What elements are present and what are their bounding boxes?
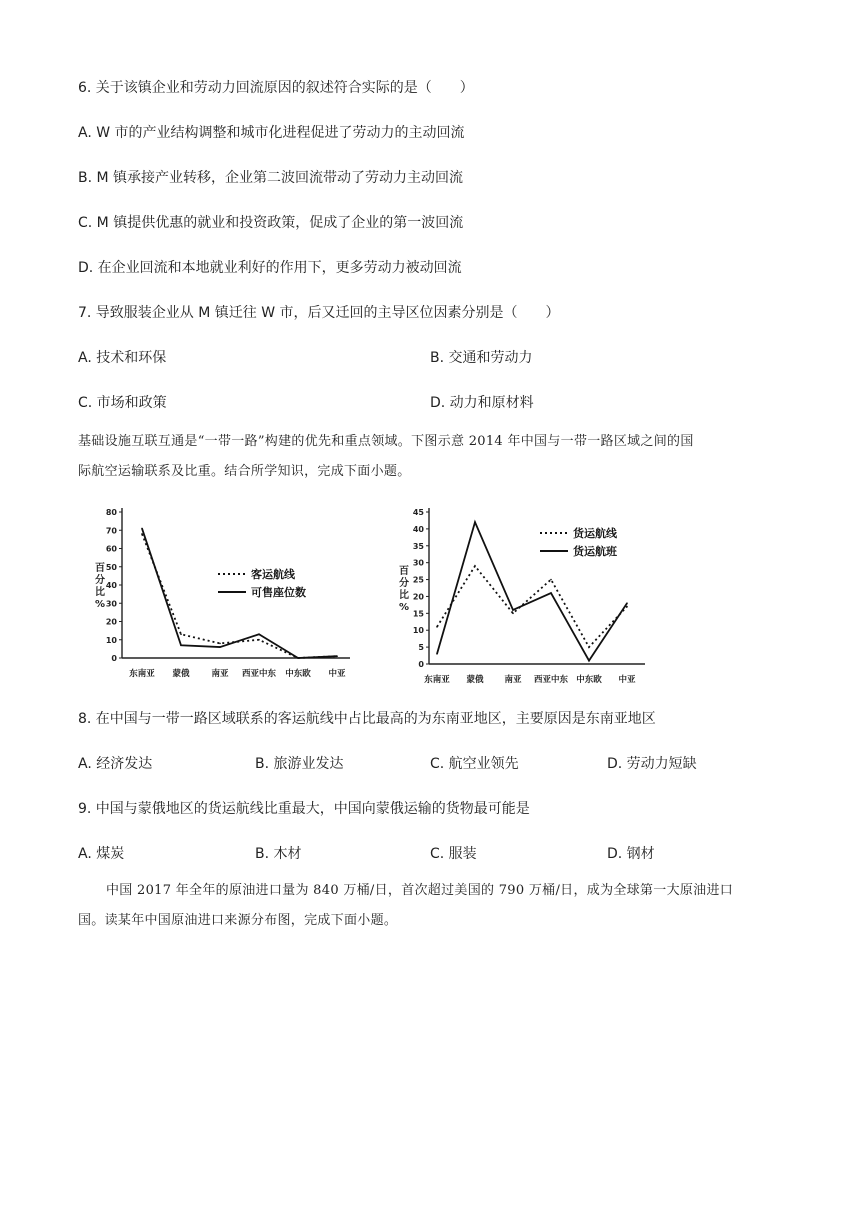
question-6-option-b[interactable]: B. M 镇承接产业转移，企业第二波回流带动了劳动力主动回流 [78,170,464,186]
x-tick-label: 南亚 [504,675,522,685]
legend-label: 客运航线 [251,568,295,581]
question-9-option-b[interactable]: B. 木材 [255,846,302,862]
y-tick-label: 0 [418,660,424,669]
intro-line-2: 际航空运输联系及比重。结合所学知识，完成下面小题。 [78,464,411,479]
x-tick-label: 中东欧 [285,669,311,679]
question-8-option-b[interactable]: B. 旅游业发达 [255,756,344,772]
x-tick-label: 中亚 [618,675,636,685]
y-axis-label-char: % [94,599,106,610]
y-axis-label-char: 百 [399,566,409,577]
x-tick-label: 蒙俄 [172,669,190,679]
y-tick-label: 0 [111,654,117,663]
passenger-chart-svg [78,498,358,690]
y-tick-label: 35 [412,541,424,551]
y-tick-label: 50 [105,562,117,572]
x-tick-label: 南亚 [211,669,229,679]
y-tick-label: 45 [412,508,424,517]
data-point [297,657,299,659]
data-point [588,660,590,662]
passenger-chart [78,498,358,694]
question-8-stem: 8. 在中国与一带一路区域联系的客运航线中占比最高的为东南亚地区，主要原因是东南亚地区 [78,711,656,727]
y-tick-label: 40 [105,581,117,590]
intro-line-1: 基础设施互联互通是“一带一路”构建的优先和重点领域。下图示意 2014 年中国与一带一路区域之间的国 [78,434,694,449]
data-point [180,633,182,635]
cargo-chart-svg [395,498,660,690]
data-point [436,653,438,655]
question-6-option-a[interactable]: A. W 市的产业结构调整和城市化进程促进了劳动力的主动回流 [78,125,465,141]
question-7-option-c[interactable]: C. 市场和政策 [78,395,167,411]
data-point [141,528,143,530]
data-point [219,643,221,645]
question-9-option-a[interactable]: A. 煤炭 [78,846,125,862]
data-point [474,565,476,567]
intro2-line-2: 国。读某年中国原油进口来源分布图，完成下面小题。 [78,913,398,928]
intro2-line-1: 中国 2017 年全年的原油进口量为 840 万桶/日，首次超过美国的 790 万桶/日，成为全球第一大原油进口 [106,883,734,898]
legend-label: 货运航线 [573,527,617,540]
y-tick-label: 25 [412,575,424,585]
x-tick-label: 东南亚 [129,669,155,679]
question-7-option-d[interactable]: D. 动力和原材料 [430,395,534,411]
y-tick-label: 30 [412,558,424,568]
question-9-option-c[interactable]: C. 服装 [430,846,477,862]
data-point [258,633,260,635]
y-tick-label: 20 [105,617,117,627]
x-tick-label: 中东欧 [576,675,602,685]
y-tick-label: 70 [105,526,117,536]
y-tick-label: 15 [412,609,424,619]
x-tick-label: 西亚中东 [241,669,277,679]
data-point [512,613,514,615]
y-tick-label: 10 [105,635,117,645]
data-point [219,646,221,648]
y-axis-label-char: 分 [95,575,105,586]
series-line-1 [142,534,337,658]
intro-paragraph-aviation [78,427,783,487]
question-8-option-a[interactable]: A. 经济发达 [78,756,153,772]
question-8-option-c[interactable]: C. 航空业领先 [430,756,519,772]
question-6-stem: 6. 关于该镇企业和劳动力回流原因的叙述符合实际的是（ ） [78,80,474,96]
x-tick-label: 东南亚 [424,675,450,685]
y-tick-label: 20 [412,592,424,602]
question-7-option-a[interactable]: A. 技术和环保 [78,350,167,366]
question-9-stem: 9. 中国与蒙俄地区的货运航线比重最大，中国向蒙俄运输的货物最可能是 [78,801,530,817]
legend-label: 货运航班 [573,545,617,558]
data-point [436,626,438,628]
data-point [258,639,260,641]
question-7-option-b[interactable]: B. 交通和劳动力 [430,350,533,366]
legend-label: 可售座位数 [251,586,306,599]
y-tick-label: 80 [105,508,117,517]
data-point [180,644,182,646]
question-8-option-d[interactable]: D. 劳动力短缺 [607,756,697,772]
data-point [512,609,514,611]
y-tick-label: 10 [412,626,424,636]
question-9-option-d[interactable]: D. 钢材 [607,846,655,862]
y-tick-label: 40 [412,524,424,534]
question-7-stem: 7. 导致服装企业从 M 镇迁往 W 市，后又迁回的主导区位因素分别是（ ） [78,305,560,321]
y-tick-label: 30 [105,599,117,609]
data-point [336,655,338,657]
x-tick-label: 西亚中东 [533,675,569,685]
series-line-1 [437,566,627,647]
y-axis-label-char: 分 [399,578,409,589]
x-tick-label: 蒙俄 [466,675,484,685]
data-point [626,602,628,604]
data-point [550,592,552,594]
y-tick-label: 60 [105,544,117,554]
data-point [626,606,628,608]
question-6-option-c[interactable]: C. M 镇提供优惠的就业和投资政策，促成了企业的第一波回流 [78,215,464,231]
data-point [474,521,476,523]
cargo-chart [395,498,660,694]
series-line-2 [142,528,337,658]
y-tick-label: 5 [418,643,424,653]
y-axis-label-char: 比 [95,587,105,598]
data-point [141,533,143,535]
question-6-option-d[interactable]: D. 在企业回流和本地就业利好的作用下，更多劳动力被动回流 [78,260,462,276]
series-line-2 [437,522,627,660]
data-point [550,579,552,581]
data-point [588,646,590,648]
intro-paragraph-crude-oil [78,876,783,936]
x-tick-label: 中亚 [328,669,346,679]
y-axis-label-char: 百 [95,563,105,574]
y-axis-label-char: 比 [399,590,409,601]
y-axis-label-char: % [398,602,410,613]
